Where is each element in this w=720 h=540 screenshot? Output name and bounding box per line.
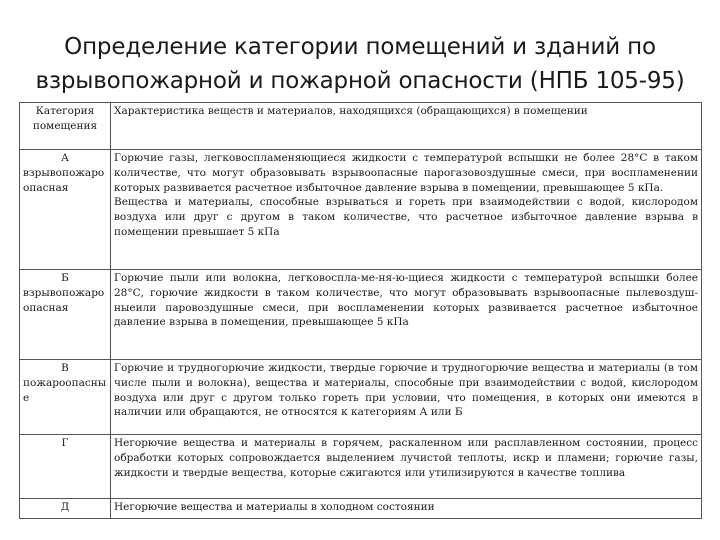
table-row-a — [20, 150, 702, 270]
header-category-cell — [20, 103, 111, 150]
table-header-row — [20, 103, 702, 150]
description-cell-g — [111, 435, 702, 499]
table-row-g — [20, 435, 702, 499]
description-cell-v — [111, 360, 702, 435]
category-letter-b: Б — [61, 272, 69, 284]
category-letter-a: А — [61, 152, 69, 164]
category-cell-b — [20, 270, 111, 360]
description-b-paragraph-1: Горючие пыли или волокна, легковоспла-ме-ня-ю-щиеся жидкости с температурой вспышки более 28°С, горючие жидкости в таком количестве, что могут образовывать взрывоопасные пылевоздуш-ныеили паровоздушные смеси, при воспламенении которых развивается расчетное избыточное давление взрыва в помещении, превышающее 5 кПа — [114, 272, 698, 329]
category-cell-a — [20, 150, 111, 270]
category-cell-v — [20, 360, 111, 435]
table-row-b — [20, 270, 702, 360]
category-letter-g: Г — [61, 437, 69, 449]
category-table — [19, 102, 702, 519]
description-cell-b — [111, 270, 702, 360]
description-cell-a — [111, 150, 702, 270]
header-category-label: Категория помещения — [32, 105, 98, 132]
category-name-v: пожароопасные — [23, 376, 107, 404]
description-d-paragraph-1: Негорючие вещества и материалы в холодном состоянии — [114, 501, 435, 513]
table-row-v — [20, 360, 702, 435]
header-characteristic-cell — [111, 103, 702, 150]
slide-title-line-1: Определение категории помещений и зданий по — [64, 34, 656, 60]
description-a-paragraph-1: Горючие газы, легковоспламеняющиеся жидкости с температурой вспышки не более 28°С в таком количестве, что могут образовывать взрывоопасные парогазовоздушные смеси, при воспламенении которых развивается расчетное избыточное давление взрыва в помещении, превышающее 5 кПа. — [114, 152, 698, 194]
category-cell-d — [20, 499, 111, 519]
header-characteristic-label: Характеристика веществ и материалов, находящихся (обращающихся) в помещении — [114, 105, 588, 117]
category-letter-d: Д — [60, 501, 70, 513]
category-name-a: взрывопожароопасная — [23, 166, 105, 194]
category-letter-v: В — [61, 362, 69, 374]
description-a-paragraph-2: Вещества и материалы, способные взрываться и гореть при взаимодействии с водой, кислородом воздуха или друг с другом в таком количестве, что расчетное избыточное давление взрыва в помещении превышает 5 кПа — [114, 196, 698, 238]
slide-title-line-2: взрывопожарной и пожарной опасности (НПБ 105-95) — [35, 68, 685, 94]
description-cell-d — [111, 499, 702, 519]
slide-title — [0, 30, 720, 98]
table-row-d — [20, 499, 702, 519]
description-g-paragraph-1: Негорючие вещества и материалы в горячем, раскаленном или расплавленном состоянии, процесс обработки которых сопровождается выделением лучистой теплоты, искр и пламени; горючие газы, жидкости и твердые вещества, которые сжигаются или утилизируются в качестве топлива — [114, 437, 698, 479]
category-cell-g — [20, 435, 111, 499]
description-v-paragraph-1: Горючие и трудногорючие жидкости, твердые горючие и трудногорючие вещества и материалы (в том числе пыли и волокна), вещества и материалы, способные при взаимодействии с водой, кислородом воздуха или друг с другом только гореть при условии, что помещения, в которых они имеются в наличии или обращаются, не относятся к категориям А или Б — [114, 362, 698, 419]
category-name-b: взрывопожароопасная — [23, 286, 105, 314]
